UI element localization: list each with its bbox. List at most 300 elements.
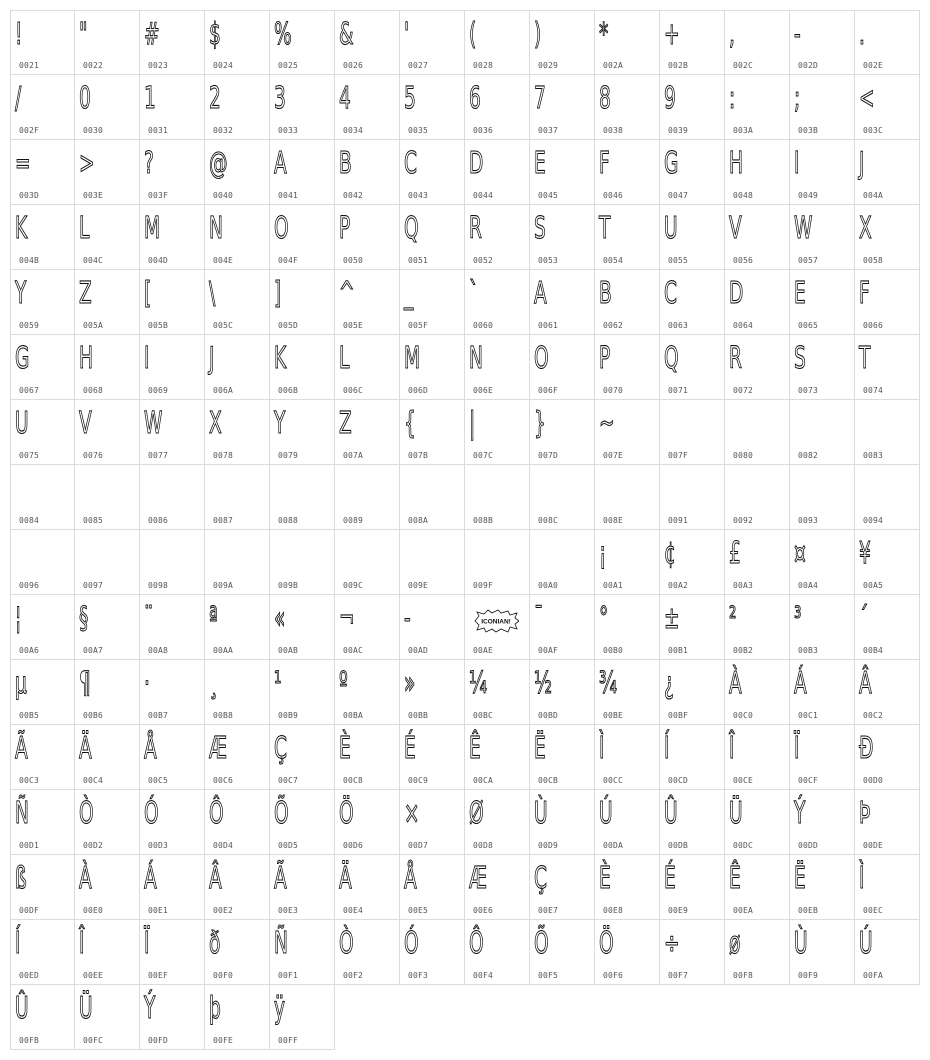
glyph-sample: Á bbox=[144, 861, 157, 896]
glyph-code-label: 0073 bbox=[798, 386, 819, 395]
glyph-cell bbox=[75, 920, 140, 985]
glyph-sample: Æ bbox=[209, 731, 228, 766]
glyph-sample: ( bbox=[469, 17, 477, 52]
glyph-cell bbox=[855, 465, 920, 530]
glyph-code-label: 0086 bbox=[148, 516, 169, 525]
glyph-code-label: 00CB bbox=[538, 776, 559, 785]
glyph-code-label: 0080 bbox=[733, 451, 754, 460]
glyph-code-label: 00AC bbox=[343, 646, 364, 655]
glyph-code-label: 0084 bbox=[19, 516, 40, 525]
glyph-sample: @ bbox=[209, 146, 228, 181]
glyph-code-label: 00FA bbox=[863, 971, 884, 980]
glyph-code-label: 00B8 bbox=[213, 711, 234, 720]
glyph-code-label: 0036 bbox=[473, 126, 494, 135]
glyph-cell bbox=[595, 10, 660, 75]
glyph-sample: Ù bbox=[794, 926, 808, 961]
glyph-cell bbox=[400, 790, 465, 855]
glyph-code-label: 00C5 bbox=[148, 776, 169, 785]
glyph-code-label: 005B bbox=[148, 321, 169, 330]
glyph-code-label: 0092 bbox=[733, 516, 754, 525]
glyph-sample: : bbox=[729, 81, 736, 116]
glyph-code-label: 0075 bbox=[19, 451, 40, 460]
glyph-sample: Q bbox=[664, 341, 679, 376]
glyph-cell bbox=[660, 725, 725, 790]
glyph-code-label: 00F9 bbox=[798, 971, 819, 980]
glyph-code-label: 00E7 bbox=[538, 906, 559, 915]
glyph-sample: C bbox=[404, 146, 417, 181]
glyph-sample: È bbox=[339, 731, 351, 766]
glyph-cell bbox=[335, 270, 400, 335]
glyph-code-label: 00DC bbox=[733, 841, 754, 850]
glyph-cell bbox=[855, 400, 920, 465]
glyph-code-label: 00DE bbox=[863, 841, 884, 850]
glyph-cell bbox=[140, 335, 205, 400]
glyph-code-label: 00F6 bbox=[603, 971, 624, 980]
glyph-cell bbox=[855, 75, 920, 140]
glyph-code-label: 009E bbox=[408, 581, 429, 590]
glyph-sample: Ì bbox=[599, 731, 605, 766]
glyph-code-label: 0034 bbox=[343, 126, 364, 135]
glyph-sample: Å bbox=[404, 861, 417, 896]
glyph-cell bbox=[855, 660, 920, 725]
glyph-cell bbox=[10, 920, 75, 985]
glyph-cell bbox=[75, 335, 140, 400]
glyph-cell bbox=[335, 400, 400, 465]
glyph-cell bbox=[10, 465, 75, 530]
glyph-code-label: 007F bbox=[668, 451, 689, 460]
glyph-sample: Æ bbox=[469, 861, 488, 896]
glyph-code-label: 00B9 bbox=[278, 711, 299, 720]
glyph-code-label: 0087 bbox=[213, 516, 234, 525]
glyph-sample: ¢ bbox=[664, 536, 676, 571]
glyph-cell bbox=[335, 530, 400, 595]
glyph-code-label: 00CD bbox=[668, 776, 689, 785]
glyph-sample: I bbox=[794, 146, 800, 181]
glyph-cell bbox=[335, 855, 400, 920]
glyph-sample: # bbox=[144, 17, 160, 52]
glyph-cell bbox=[465, 10, 530, 75]
glyph-cell bbox=[855, 335, 920, 400]
glyph-code-label: 00D3 bbox=[148, 841, 169, 850]
glyph-cell bbox=[205, 270, 270, 335]
glyph-cell bbox=[595, 205, 660, 270]
glyph-cell bbox=[660, 270, 725, 335]
glyph-sample: ² bbox=[729, 601, 737, 636]
glyph-code-label: 0030 bbox=[83, 126, 104, 135]
glyph-sample: Î bbox=[729, 731, 735, 766]
glyph-sample: 8 bbox=[599, 81, 611, 116]
glyph-sample: É bbox=[664, 861, 676, 896]
glyph-sample: _ bbox=[404, 276, 414, 311]
glyph-cell bbox=[530, 140, 595, 205]
glyph-code-label: 00FE bbox=[213, 1036, 234, 1045]
glyph-sample: ? bbox=[144, 146, 154, 181]
glyph-sample: = bbox=[15, 146, 31, 181]
glyph-sample: Ö bbox=[339, 796, 354, 831]
glyph-cell bbox=[400, 660, 465, 725]
glyph-cell bbox=[75, 140, 140, 205]
glyph-code-label: 006E bbox=[473, 386, 494, 395]
glyph-cell bbox=[465, 660, 530, 725]
glyph-code-label: 00FC bbox=[83, 1036, 104, 1045]
glyph-cell bbox=[855, 270, 920, 335]
glyph-grid bbox=[10, 10, 920, 1050]
glyph-sample: Â bbox=[209, 861, 222, 896]
glyph-cell bbox=[140, 140, 205, 205]
glyph-cell bbox=[725, 10, 790, 75]
glyph-cell bbox=[10, 140, 75, 205]
glyph-sample: F bbox=[599, 146, 610, 181]
glyph-sample: < bbox=[859, 81, 875, 116]
glyph-sample: Ú bbox=[859, 926, 873, 961]
glyph-code-label: 0067 bbox=[19, 386, 40, 395]
glyph-cell bbox=[75, 400, 140, 465]
glyph-sample: > bbox=[79, 146, 95, 181]
glyph-code-label: 0035 bbox=[408, 126, 429, 135]
glyph-sample: B bbox=[599, 276, 612, 311]
glyph-code-label: 00EB bbox=[798, 906, 819, 915]
glyph-code-label: 009C bbox=[343, 581, 364, 590]
glyph-cell bbox=[335, 595, 400, 660]
glyph-cell bbox=[140, 985, 205, 1050]
glyph-cell bbox=[400, 10, 465, 75]
glyph-code-label: 00CA bbox=[473, 776, 494, 785]
glyph-sample: µ bbox=[15, 666, 27, 701]
logo-text: ICONIAN! bbox=[481, 618, 511, 626]
glyph-sample: A bbox=[274, 146, 287, 181]
glyph-sample: D bbox=[469, 146, 484, 181]
glyph-sample: Ó bbox=[144, 796, 159, 831]
glyph-cell bbox=[855, 10, 920, 75]
glyph-cell bbox=[270, 140, 335, 205]
glyph-sample: « bbox=[274, 601, 286, 636]
glyph-cell bbox=[660, 790, 725, 855]
glyph-code-label: 0070 bbox=[603, 386, 624, 395]
glyph-code-label: 00B7 bbox=[148, 711, 169, 720]
glyph-sample: ÷ bbox=[664, 926, 680, 961]
glyph-cell bbox=[595, 595, 660, 660]
glyph-cell bbox=[595, 855, 660, 920]
glyph-code-label: 00EF bbox=[148, 971, 169, 980]
glyph-code-label: 00EE bbox=[83, 971, 104, 980]
glyph-code-label: 003B bbox=[798, 126, 819, 135]
glyph-code-label: 0027 bbox=[408, 61, 429, 70]
glyph-cell bbox=[10, 335, 75, 400]
glyph-code-label: 007B bbox=[408, 451, 429, 460]
glyph-code-label: 00FB bbox=[19, 1036, 40, 1045]
glyph-cell bbox=[75, 10, 140, 75]
glyph-cell bbox=[465, 920, 530, 985]
glyph-code-label: 00C3 bbox=[19, 776, 40, 785]
glyph-cell bbox=[855, 920, 920, 985]
glyph-sample: Û bbox=[664, 796, 678, 831]
glyph-code-label: 0057 bbox=[798, 256, 819, 265]
glyph-cell bbox=[400, 140, 465, 205]
glyph-sample: E bbox=[534, 146, 546, 181]
glyph-sample: ± bbox=[664, 601, 680, 636]
glyph-sample: H bbox=[729, 146, 743, 181]
glyph-code-label: 00D9 bbox=[538, 841, 559, 850]
glyph-sample: » bbox=[404, 666, 416, 701]
glyph-code-label: 0061 bbox=[538, 321, 559, 330]
glyph-cell bbox=[725, 75, 790, 140]
glyph-code-label: 0097 bbox=[83, 581, 104, 590]
glyph-sample: Õ bbox=[274, 796, 289, 831]
glyph-sample: J bbox=[209, 341, 215, 376]
glyph-cell bbox=[855, 205, 920, 270]
glyph-sample: P bbox=[339, 211, 351, 246]
glyph-code-label: 004A bbox=[863, 191, 884, 200]
glyph-code-label: 0096 bbox=[19, 581, 40, 590]
glyph-sample: · bbox=[144, 666, 150, 701]
iconian-logo bbox=[473, 609, 519, 633]
glyph-sample: ¥ bbox=[859, 536, 871, 571]
glyph-code-label: 0042 bbox=[343, 191, 364, 200]
glyph-sample: ° bbox=[599, 601, 609, 636]
glyph-code-label: 00BC bbox=[473, 711, 494, 720]
glyph-sample: Â bbox=[859, 666, 872, 701]
glyph-cell bbox=[400, 725, 465, 790]
glyph-sample: Í bbox=[664, 731, 670, 766]
glyph-code-label: 00D2 bbox=[83, 841, 104, 850]
glyph-cell bbox=[10, 530, 75, 595]
glyph-code-label: 0039 bbox=[668, 126, 689, 135]
glyph-cell bbox=[725, 270, 790, 335]
glyph-sample: ¡ bbox=[599, 536, 607, 571]
glyph-sample: Û bbox=[15, 991, 29, 1026]
glyph-code-label: 00A4 bbox=[798, 581, 819, 590]
glyph-cell bbox=[205, 530, 270, 595]
glyph-sample: £ bbox=[729, 536, 741, 571]
glyph-code-label: 0083 bbox=[863, 451, 884, 460]
glyph-code-label: 00CF bbox=[798, 776, 819, 785]
glyph-code-label: 0038 bbox=[603, 126, 624, 135]
glyph-sample: Õ bbox=[534, 926, 549, 961]
glyph-cell bbox=[790, 140, 855, 205]
glyph-code-label: 00AB bbox=[278, 646, 299, 655]
glyph-sample: T bbox=[599, 211, 611, 246]
glyph-cell bbox=[725, 140, 790, 205]
glyph-cell bbox=[335, 10, 400, 75]
glyph-sample: O bbox=[534, 341, 549, 376]
glyph-code-label: 00B4 bbox=[863, 646, 884, 655]
glyph-cell bbox=[140, 10, 205, 75]
glyph-sample: W bbox=[794, 211, 813, 246]
glyph-code-label: 009A bbox=[213, 581, 234, 590]
glyph-code-label: 0048 bbox=[733, 191, 754, 200]
glyph-sample: $ bbox=[209, 17, 221, 52]
glyph-cell bbox=[10, 205, 75, 270]
glyph-cell bbox=[465, 75, 530, 140]
glyph-cell bbox=[855, 140, 920, 205]
glyph-cell bbox=[790, 530, 855, 595]
glyph-cell bbox=[140, 725, 205, 790]
glyph-sample: ¼ bbox=[469, 666, 488, 701]
glyph-cell bbox=[335, 920, 400, 985]
glyph-cell bbox=[660, 595, 725, 660]
glyph-code-label: 0040 bbox=[213, 191, 234, 200]
glyph-cell bbox=[790, 10, 855, 75]
glyph-code-label: 0044 bbox=[473, 191, 494, 200]
glyph-sample: C bbox=[664, 276, 677, 311]
glyph-code-label: 007D bbox=[538, 451, 559, 460]
glyph-sample: Ô bbox=[469, 926, 484, 961]
glyph-cell bbox=[140, 75, 205, 140]
glyph-sample: Y bbox=[274, 406, 286, 441]
glyph-cell bbox=[660, 400, 725, 465]
glyph-sample: M bbox=[144, 211, 161, 246]
glyph-sample: Ã bbox=[274, 861, 287, 896]
glyph-code-label: 004D bbox=[148, 256, 169, 265]
glyph-code-label: 00E2 bbox=[213, 906, 234, 915]
glyph-code-label: 005D bbox=[278, 321, 299, 330]
glyph-code-label: 0071 bbox=[668, 386, 689, 395]
glyph-code-label: 007C bbox=[473, 451, 494, 460]
glyph-code-label: 0089 bbox=[343, 516, 364, 525]
glyph-cell bbox=[465, 595, 530, 660]
glyph-cell bbox=[140, 595, 205, 660]
glyph-sample: X bbox=[209, 406, 222, 441]
glyph-code-label: 00E8 bbox=[603, 906, 624, 915]
glyph-cell bbox=[10, 985, 75, 1050]
glyph-code-label: 0062 bbox=[603, 321, 624, 330]
glyph-sample: É bbox=[404, 731, 416, 766]
glyph-cell bbox=[660, 530, 725, 595]
glyph-cell bbox=[270, 920, 335, 985]
glyph-code-label: 0091 bbox=[668, 516, 689, 525]
glyph-code-label: 0033 bbox=[278, 126, 299, 135]
glyph-sample: J bbox=[859, 146, 865, 181]
glyph-code-label: 00FD bbox=[148, 1036, 169, 1045]
glyph-code-label: 0051 bbox=[408, 256, 429, 265]
glyph-code-label: 0046 bbox=[603, 191, 624, 200]
glyph-sample: 9 bbox=[664, 81, 676, 116]
glyph-cell bbox=[205, 920, 270, 985]
glyph-code-label: 007E bbox=[603, 451, 624, 460]
glyph-cell bbox=[855, 530, 920, 595]
glyph-sample: P bbox=[599, 341, 611, 376]
glyph-cell bbox=[270, 400, 335, 465]
glyph-cell bbox=[790, 660, 855, 725]
glyph-code-label: 0037 bbox=[538, 126, 559, 135]
glyph-cell bbox=[790, 335, 855, 400]
glyph-cell bbox=[335, 465, 400, 530]
glyph-cell bbox=[725, 725, 790, 790]
glyph-sample: " bbox=[79, 17, 88, 52]
glyph-cell bbox=[205, 75, 270, 140]
glyph-sample: ½ bbox=[534, 666, 553, 701]
glyph-sample: L bbox=[339, 341, 350, 376]
glyph-cell bbox=[75, 790, 140, 855]
glyph-cell bbox=[530, 920, 595, 985]
glyph-cell bbox=[725, 920, 790, 985]
glyph-sample: ¬ bbox=[339, 601, 355, 636]
glyph-sample: Ã bbox=[15, 731, 28, 766]
glyph-sample: Ò bbox=[79, 796, 94, 831]
glyph-code-label: 009F bbox=[473, 581, 494, 590]
glyph-cell bbox=[10, 725, 75, 790]
glyph-code-label: 0052 bbox=[473, 256, 494, 265]
glyph-sample: Q bbox=[404, 211, 419, 246]
glyph-sample: | bbox=[469, 406, 476, 441]
glyph-sample: { bbox=[404, 406, 416, 441]
glyph-sample: ª bbox=[209, 601, 218, 636]
glyph-code-label: 008C bbox=[538, 516, 559, 525]
glyph-code-label: 00F0 bbox=[213, 971, 234, 980]
glyph-cell bbox=[595, 75, 660, 140]
glyph-sample: ð bbox=[209, 926, 221, 961]
glyph-sample: K bbox=[274, 341, 287, 376]
glyph-cell bbox=[400, 465, 465, 530]
glyph-sample: þ bbox=[209, 991, 221, 1026]
glyph-sample: Ï bbox=[144, 926, 150, 961]
glyph-cell bbox=[595, 725, 660, 790]
glyph-sample: ` bbox=[469, 276, 479, 311]
glyph-sample: Ð bbox=[859, 731, 874, 766]
glyph-sample: × bbox=[404, 796, 420, 831]
glyph-sample: V bbox=[79, 406, 92, 441]
glyph-sample: F bbox=[859, 276, 870, 311]
glyph-cell bbox=[205, 205, 270, 270]
glyph-sample: & bbox=[339, 17, 354, 52]
glyph-code-label: 0068 bbox=[83, 386, 104, 395]
glyph-code-label: 00F4 bbox=[473, 971, 494, 980]
glyph-cell bbox=[205, 400, 270, 465]
glyph-sample: + bbox=[664, 17, 680, 52]
glyph-code-label: 00B3 bbox=[798, 646, 819, 655]
glyph-sample: Ä bbox=[339, 861, 352, 896]
glyph-code-label: 00E6 bbox=[473, 906, 494, 915]
glyph-code-label: 00E1 bbox=[148, 906, 169, 915]
glyph-code-label: 0078 bbox=[213, 451, 234, 460]
glyph-cell bbox=[465, 205, 530, 270]
glyph-cell bbox=[75, 270, 140, 335]
glyph-code-label: 00F1 bbox=[278, 971, 299, 980]
glyph-cell bbox=[75, 465, 140, 530]
glyph-cell bbox=[75, 985, 140, 1050]
glyph-code-label: 0065 bbox=[798, 321, 819, 330]
glyph-code-label: 00C1 bbox=[798, 711, 819, 720]
glyph-code-label: 005F bbox=[408, 321, 429, 330]
glyph-sample: S bbox=[794, 341, 806, 376]
glyph-cell bbox=[530, 465, 595, 530]
glyph-cell bbox=[270, 465, 335, 530]
glyph-code-label: 006D bbox=[408, 386, 429, 395]
glyph-cell bbox=[465, 335, 530, 400]
glyph-cell bbox=[660, 205, 725, 270]
glyph-cell bbox=[595, 140, 660, 205]
glyph-cell bbox=[400, 920, 465, 985]
glyph-sample: Å bbox=[144, 731, 157, 766]
glyph-sample: ' bbox=[404, 17, 410, 52]
glyph-sample: Ç bbox=[274, 731, 287, 766]
glyph-cell bbox=[270, 10, 335, 75]
glyph-cell bbox=[270, 595, 335, 660]
glyph-sample: Ë bbox=[534, 731, 546, 766]
glyph-code-label: 0093 bbox=[798, 516, 819, 525]
glyph-code-label: 00B2 bbox=[733, 646, 754, 655]
glyph-code-label: 0028 bbox=[473, 61, 494, 70]
glyph-sample: ¹ bbox=[274, 666, 282, 701]
glyph-cell bbox=[790, 855, 855, 920]
glyph-cell bbox=[465, 465, 530, 530]
glyph-code-label: 0079 bbox=[278, 451, 299, 460]
glyph-cell bbox=[75, 595, 140, 660]
glyph-cell bbox=[75, 75, 140, 140]
glyph-code-label: 008E bbox=[603, 516, 624, 525]
glyph-sample: Ç bbox=[534, 861, 547, 896]
glyph-sample: Ê bbox=[469, 731, 481, 766]
